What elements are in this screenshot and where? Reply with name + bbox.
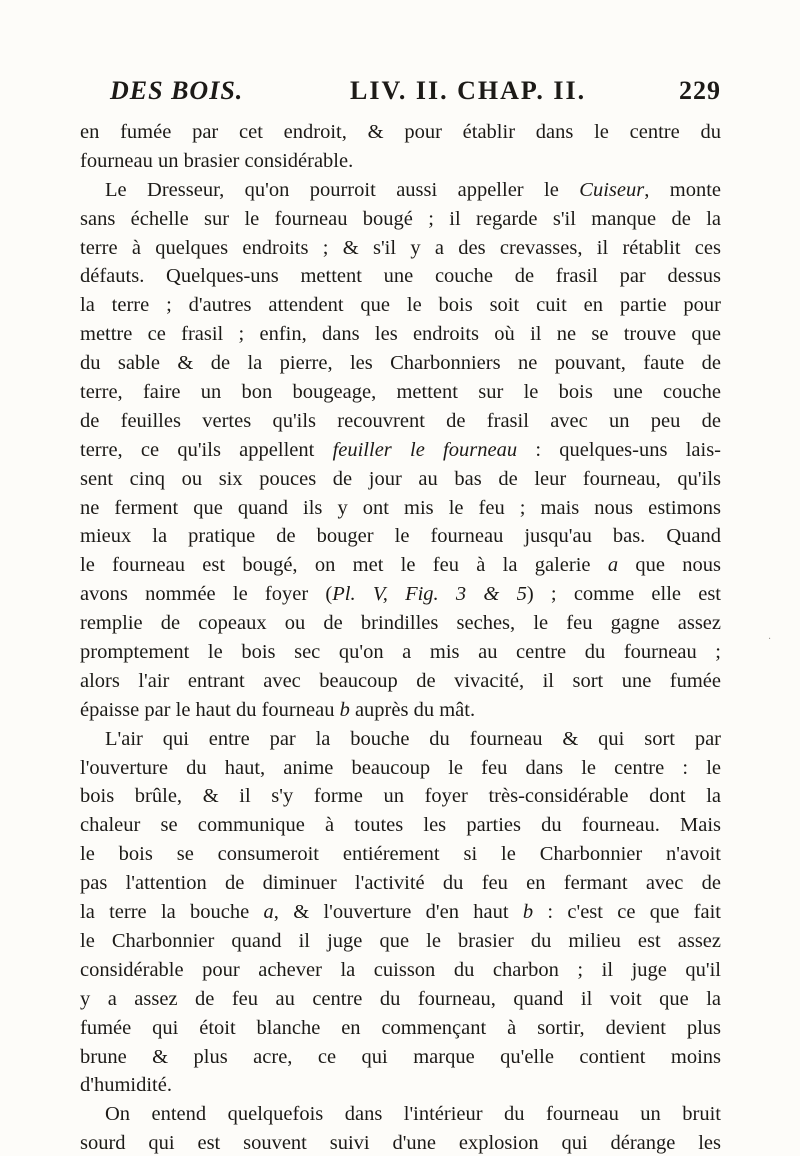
text-segment: la terre ; d'autres attendent que le bois soit cuit en partie pour xyxy=(80,294,721,317)
text-segment: de feuilles vertes qu'ils recouvrent de frasil avec un peu de xyxy=(80,409,721,432)
text-segment: , monte xyxy=(644,178,721,201)
text-line xyxy=(80,262,721,291)
text-segment: chaleur se communique à toutes les parties du fourneau. Mais xyxy=(80,814,721,837)
text-segment: bois brûle, & il s'y forme un foyer très-considérable dont la xyxy=(80,785,721,808)
text-segment: auprès du mât. xyxy=(349,698,476,721)
text-segment: la terre la bouche xyxy=(80,901,264,924)
text-segment: , & l'ouverture d'en haut xyxy=(273,901,523,924)
text-segment: ) ; comme elle est xyxy=(526,583,721,606)
italic-segment: a xyxy=(607,554,619,577)
italic-segment: b xyxy=(522,901,534,924)
text-line xyxy=(80,580,721,609)
text-line xyxy=(80,725,721,754)
text-segment: que nous xyxy=(618,554,722,577)
text-segment: épaisse par le haut du fourneau xyxy=(80,698,340,721)
text-segment: mettre ce frasil ; enfin, dans les endroits où il ne se trouve que xyxy=(80,323,721,346)
text-line xyxy=(80,118,721,147)
text-line xyxy=(80,609,721,638)
text-segment: : quelques-uns lais- xyxy=(517,438,721,461)
text-segment: : c'est ce que fait xyxy=(533,901,721,924)
text-line xyxy=(80,754,721,783)
text-line xyxy=(80,407,721,436)
text-segment: On entend quelquefois dans l'intérieur du fourneau un bruit xyxy=(105,1103,721,1126)
text-line xyxy=(80,436,721,465)
text-line xyxy=(80,551,721,580)
body-text xyxy=(80,118,721,1158)
text-segment: Le Dresseur, qu'on pourroit aussi appeller le xyxy=(105,178,580,201)
text-line xyxy=(80,234,721,263)
text-segment: fumée qui étoit blanche en commençant à sortir, devient plus xyxy=(80,1016,721,1039)
text-line xyxy=(80,782,721,811)
text-segment: le fourneau est bougé, on met le feu à la galerie xyxy=(80,554,608,577)
text-line xyxy=(80,667,721,696)
text-segment: y a assez de feu au centre du fourneau, quand il voit que la xyxy=(80,987,721,1010)
italic-segment: feuiller le fourneau xyxy=(332,438,518,461)
text-line xyxy=(80,869,721,898)
text-segment: considérable pour achever la cuisson du charbon ; il juge qu'il xyxy=(80,958,721,981)
text-line xyxy=(80,465,721,494)
text-line xyxy=(80,927,721,956)
text-segment: défauts. Quelques-uns mettent une couche de frasil par dessus xyxy=(80,265,721,288)
text-line xyxy=(80,320,721,349)
text-segment: terre, ce qu'ils appellent xyxy=(80,438,333,461)
running-title: DES BOIS. xyxy=(110,76,244,105)
text-segment: sans échelle sur le fourneau bougé ; il regarde s'il manque de la xyxy=(80,207,721,230)
text-line xyxy=(80,147,721,176)
text-segment: L'air qui entre par la bouche du fourneau & qui sort par xyxy=(105,727,721,750)
italic-segment: Pl. V, Fig. 3 & 5 xyxy=(332,583,527,606)
text-line xyxy=(80,1071,721,1100)
text-line xyxy=(80,956,721,985)
text-segment: du sable & de la pierre, les Charbonniers ne pouvant, faute de xyxy=(80,352,721,375)
text-line xyxy=(80,522,721,551)
text-line xyxy=(80,1100,721,1129)
text-line xyxy=(80,1014,721,1043)
text-segment: avons nommée le foyer ( xyxy=(80,583,333,606)
text-line xyxy=(80,638,721,667)
text-segment: sent cinq ou six pouces de jour au bas de leur fourneau, qu'ils xyxy=(80,467,721,490)
text-segment: alors l'air entrant avec beaucoup de vivacité, il sort une fumée xyxy=(80,669,721,692)
text-segment: promptement le bois sec qu'on a mis au centre du fourneau ; xyxy=(80,641,721,664)
text-line xyxy=(80,378,721,407)
text-segment: terre à quelques endroits ; & s'il y a des crevasses, il rétablit ces xyxy=(80,236,721,259)
text-line xyxy=(80,840,721,869)
text-segment: sourd qui est souvent suivi d'une explosion qui dérange les xyxy=(80,1132,721,1155)
text-segment: fourneau un brasier considérable. xyxy=(80,149,354,172)
italic-segment: b xyxy=(339,698,350,721)
text-line xyxy=(80,985,721,1014)
text-line xyxy=(80,811,721,840)
italic-segment: a xyxy=(263,901,274,924)
text-segment: remplie de copeaux ou de brindilles seches, le feu gagne assez xyxy=(80,612,721,635)
text-line xyxy=(80,291,721,320)
page-number: 229 xyxy=(679,76,721,105)
text-segment: le Charbonnier quand il juge que le brasier du milieu est assez xyxy=(80,929,721,952)
chapter-reference: LIV. II. CHAP. II. xyxy=(350,76,587,105)
text-line xyxy=(80,1043,721,1072)
text-segment: d'humidité. xyxy=(80,1074,172,1097)
text-line xyxy=(80,696,721,725)
text-segment: ne ferment que quand ils y ont mis le feu ; mais nous estimons xyxy=(80,496,721,519)
text-line xyxy=(80,898,721,927)
text-line xyxy=(80,494,721,523)
text-line xyxy=(80,349,721,378)
text-segment: en fumée par cet endroit, & pour établir dans le centre du xyxy=(80,121,721,143)
text-line xyxy=(80,205,721,234)
text-line xyxy=(80,1129,721,1158)
margin-speck: · xyxy=(768,634,772,645)
text-segment: l'ouverture du haut, anime beaucoup le feu dans le centre : le xyxy=(80,756,721,779)
text-segment: mieux la pratique de bouger le fourneau jusqu'au bas. Quand xyxy=(80,525,721,548)
text-line xyxy=(80,176,721,205)
text-segment: le bois se consumeroit entiérement si le Charbonnier n'avoit xyxy=(80,843,721,866)
text-segment: pas l'attention de diminuer l'activité du feu en fermant avec de xyxy=(80,872,721,895)
running-head xyxy=(110,76,721,112)
text-segment: terre, faire un bon bougeage, mettent sur le bois une couche xyxy=(80,381,721,404)
text-segment: brune & plus acre, ce qui marque qu'elle contient moins xyxy=(80,1045,721,1068)
italic-segment: Cuiseur xyxy=(579,178,645,201)
